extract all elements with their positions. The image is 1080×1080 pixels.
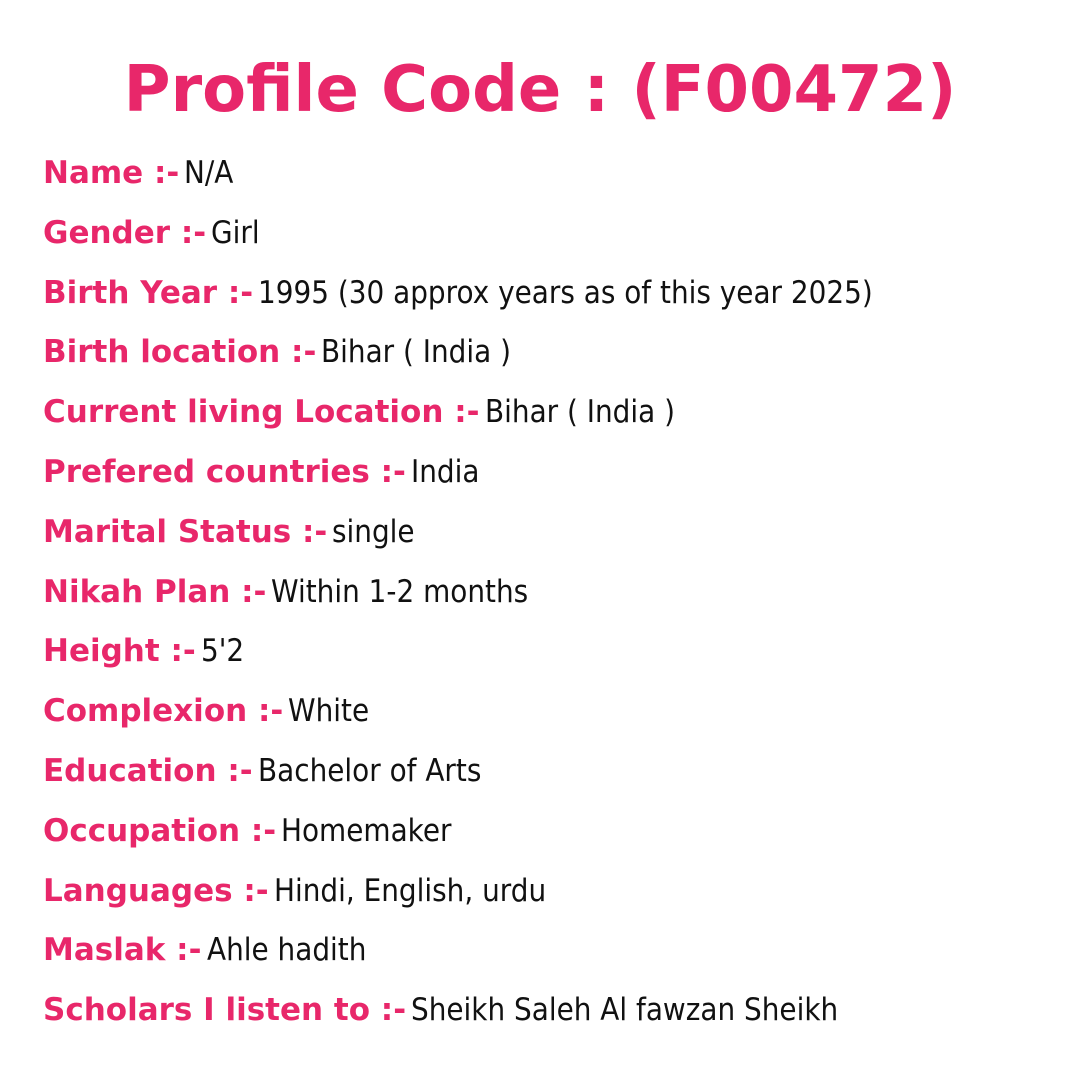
field-label: Scholars I listen to :- [43, 992, 407, 1029]
field-value: Ahle hadith [206, 932, 366, 969]
field-value: 5'2 [200, 633, 244, 670]
field-preferred-countries [43, 449, 1053, 509]
field-name [43, 150, 1053, 210]
field-value: Sheikh Saleh Al fawzan Sheikh [411, 992, 839, 1029]
field-birth-year [43, 270, 1053, 330]
field-label: Nikah Plan :- [43, 573, 267, 610]
field-label: Prefered countries :- [43, 453, 406, 490]
field-value: N/A [184, 155, 234, 191]
field-label: Maslak :- [43, 932, 202, 969]
field-nikah-plan [43, 569, 1053, 629]
field-value: Within 1-2 months [271, 573, 529, 610]
field-label: Current living Location :- [43, 394, 480, 431]
field-occupation [43, 808, 1053, 868]
field-value: Girl [211, 214, 260, 251]
field-height [43, 628, 1053, 688]
profile-field-list [43, 150, 1053, 1047]
field-gender [43, 210, 1053, 270]
field-education [43, 748, 1053, 808]
field-current-location [43, 389, 1053, 449]
field-label: Education :- [43, 752, 253, 789]
field-label: Gender :- [43, 214, 207, 251]
field-maslak [43, 927, 1053, 987]
field-value: single [332, 513, 416, 550]
field-value: Bachelor of Arts [257, 752, 482, 789]
field-label: Languages :- [43, 872, 269, 909]
field-label: Birth Year :- [43, 274, 254, 311]
field-value: Homemaker [281, 812, 452, 849]
field-label: Height :- [43, 633, 196, 670]
field-birth-location [43, 329, 1053, 389]
field-label: Birth location :- [43, 334, 317, 371]
field-complexion [43, 688, 1053, 748]
field-value: Hindi, English, urdu [273, 872, 546, 909]
field-scholars [43, 987, 1053, 1047]
field-value: India [411, 453, 480, 490]
profile-code-title: Profile Code : (F00472) [123, 53, 957, 127]
field-value: White [288, 693, 370, 730]
field-value: 1995 (30 approx years as of this year 2025) [258, 274, 874, 311]
field-label: Marital Status :- [43, 513, 328, 550]
field-languages [43, 868, 1053, 928]
field-label: Name :- [43, 155, 180, 191]
field-label: Occupation :- [43, 812, 277, 849]
field-label: Complexion :- [43, 693, 284, 730]
field-marital-status [43, 509, 1053, 569]
field-value: Bihar ( India ) [484, 394, 675, 431]
field-value: Bihar ( India ) [321, 334, 512, 371]
